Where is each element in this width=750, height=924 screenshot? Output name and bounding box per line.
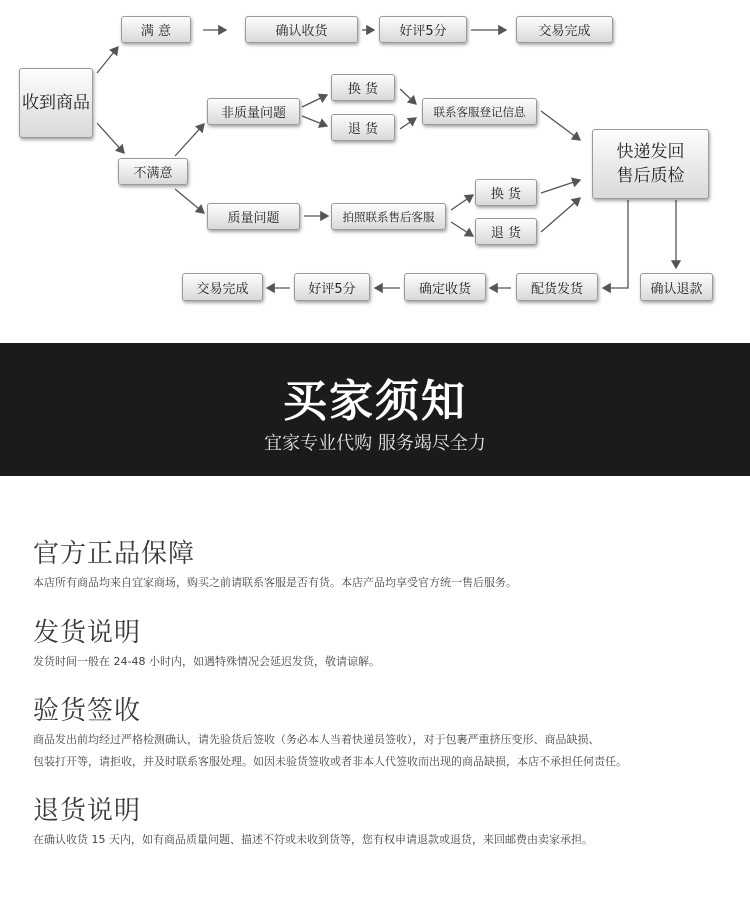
- satisfied-box: 满 意: [121, 16, 191, 43]
- section-text-inspection-line2: 包装打开等，请拒收，并及时联系客服处理。如因未验货签收或者非本人代签收而出现的商品缺损，本店不承担任何责任。: [33, 755, 627, 768]
- courier-inspection-box: 快递发回售后质检: [592, 129, 709, 199]
- received-goods-box: 收到商品: [19, 68, 93, 138]
- section-text-authentic: 本店所有商品均来自宜家商场，购买之前请联系客服是否有货。本店产品均享受官方统一售后服务。: [33, 576, 517, 589]
- quality-issue-box: 质量问题: [207, 203, 300, 230]
- unsatisfied-box: 不满意: [118, 158, 188, 185]
- exchange-box-2: 换 货: [475, 179, 537, 206]
- non-quality-issue-box: 非质量问题: [207, 98, 300, 125]
- confirm-refund-box: 确认退款: [640, 273, 713, 301]
- banner-subtitle: 宜家专业代购 服务竭尽全力: [264, 433, 486, 454]
- buyer-notice-banner: [0, 343, 750, 476]
- deal-done-top-box: 交易完成: [516, 16, 613, 43]
- good-review-top-box: 好评5分: [379, 16, 467, 43]
- section-title-inspection: 验货签收: [33, 696, 142, 726]
- section-title-shipping: 发货说明: [33, 618, 142, 648]
- deal-done-bottom-box: 交易完成: [182, 273, 263, 301]
- photo-contact-service-box: 拍照联系售后客服: [331, 203, 446, 230]
- section-title-authentic: 官方正品保障: [33, 539, 196, 569]
- return-box-1: 退 货: [331, 114, 395, 141]
- section-text-shipping: 发货时间一般在 24-48 小时内，如遇特殊情况会延迟发货，敬请谅解。: [33, 655, 380, 668]
- return-box-2: 退 货: [475, 218, 537, 245]
- confirm-receipt-bottom-box: 确定收货: [404, 273, 486, 301]
- ship-replacement-box: 配货发货: [516, 273, 598, 301]
- section-text-inspection-line1: 商品发出前均经过严格检测确认，请先验货后签收（务必本人当着快递员签收），对于包裹严重挤压变形、商品缺损、: [33, 733, 600, 746]
- good-review-bottom-box: 好评5分: [294, 273, 370, 301]
- confirm-receipt-box: 确认收货: [245, 16, 358, 43]
- exchange-box-1: 换 货: [331, 74, 395, 101]
- contact-service-box: 联系客服登记信息: [422, 98, 537, 125]
- section-text-returns: 在确认收货 15 天内，如有商品质量问题、描述不符或未收到货等，您有权申请退款或退货，来回邮费由卖家承担。: [33, 833, 593, 846]
- after-sales-flowchart: [0, 0, 750, 320]
- banner-title: 买家须知: [283, 376, 467, 427]
- section-title-returns: 退货说明: [33, 796, 142, 826]
